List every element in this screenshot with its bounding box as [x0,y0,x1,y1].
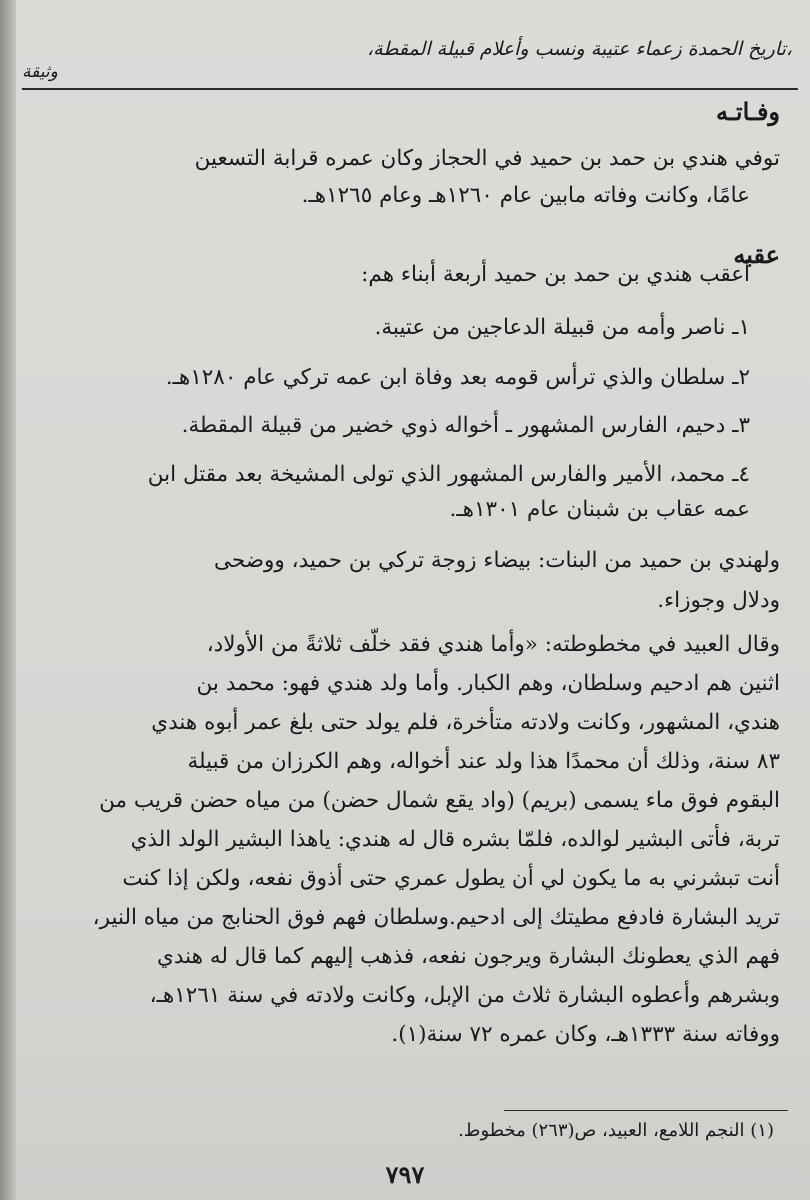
daughters-line-2: ودلال وجوزاء. [657,588,780,613]
death-line-2: عامًا، وكانت وفاته مابين عام ١٢٦٠هـ وعام ١٢٦٥هـ. [301,183,750,208]
document-label: وثيقة [22,62,58,82]
death-line-1: توفي هندي بن حمد بن حميد في الحجاز وكان عمره قرابة التسعين [194,146,780,171]
offspring-line-4: ٣ـ دحيم، الفارس المشهور ـ أخواله ذوي خضير من قبيلة المقطة. [181,413,750,438]
quote-line-1: وقال العبيد في مخطوطته: «وأما هندي فقد خلّف ثلاثةً من الأولاد، [206,632,780,657]
quote-line-7: أنت تبشرني به ما يكون لي أن يطول عمري حتى أذوق نفعه، ولكن إذا كنت [122,866,780,891]
header-rule [22,88,798,90]
offspring-line-3: ٢ـ سلطان والذي ترأس قومه بعد وفاة ابن عمه تركي عام ١٢٨٠هـ. [165,365,750,390]
death-heading: وفـاتـه [716,97,780,126]
quote-line-5: البقوم فوق ماء يسمى (بريم) (واد يقع شمال حضن) من مياه حضن قريب من [99,788,780,813]
quote-line-11: ووفاته سنة ١٣٣٣هـ، وكان عمره ٧٢ سنة(١). [391,1022,780,1047]
quote-line-4: ٨٣ سنة، وذلك أن محمدًا هذا ولد عند أخواله، وهم الكرزان من قبيلة [187,749,780,774]
quote-line-8: تريد البشارة فادفع مطيتك إلى ادحيم.وسلطان فهم فوق الحنابج من مياه النير، [92,905,780,930]
page-binding-edge [0,0,16,1200]
quote-line-2: اثنين هم ادحيم وسلطان، وهم الكبار. وأما ولد هندي فهو: محمد بن [196,671,780,696]
quote-line-3: هندي، المشهور، وكانت ولادته متأخرة، فلم يولد حتى بلغ عمر أبوه هندي [151,710,780,735]
offspring-line-1: أعقب هندي بن حمد بن حميد أربعة أبناء هم: [361,262,750,287]
quote-line-10: وبشرهم وأعطوه البشارة ثلاث من الإبل، وكانت ولادته في سنة ١٢٦١هـ، [149,983,780,1008]
quote-line-9: فهم الذي يعطونك البشارة ويرجون نفعه، فذهب إليهم كما قال له هندي [157,944,780,969]
offspring-line-6: عمه عقاب بن شبنان عام ١٣٠١هـ. [449,497,750,522]
page-number: ٧٩٧ [385,1160,425,1189]
footnote-rule [504,1110,788,1111]
offspring-heading: عقبه [733,240,780,269]
running-header-title: ،تاريخ الحمدة زعماء عتيبة ونسب وأعلام قبيلة المقطة، [367,38,792,60]
offspring-line-2: ١ـ ناصر وأمه من قبيلة الدعاجين من عتيبة. [374,315,750,340]
quote-line-6: تربة، فأتى البشير لوالده، فلمّا بشره قال له هندي: ياهذا البشير الولد الذي [130,827,780,852]
offspring-line-5: ٤ـ محمد، الأمير والفارس المشهور الذي تولى المشيخة بعد مقتل ابن [147,462,750,487]
daughters-line-1: ولهندي بن حميد من البنات: بيضاء زوجة تركي بن حميد، ووضحى [213,548,780,573]
footnote: (١) النجم اللامع، العبيد، ص(٢٦٣) مخطوط. [458,1120,774,1141]
